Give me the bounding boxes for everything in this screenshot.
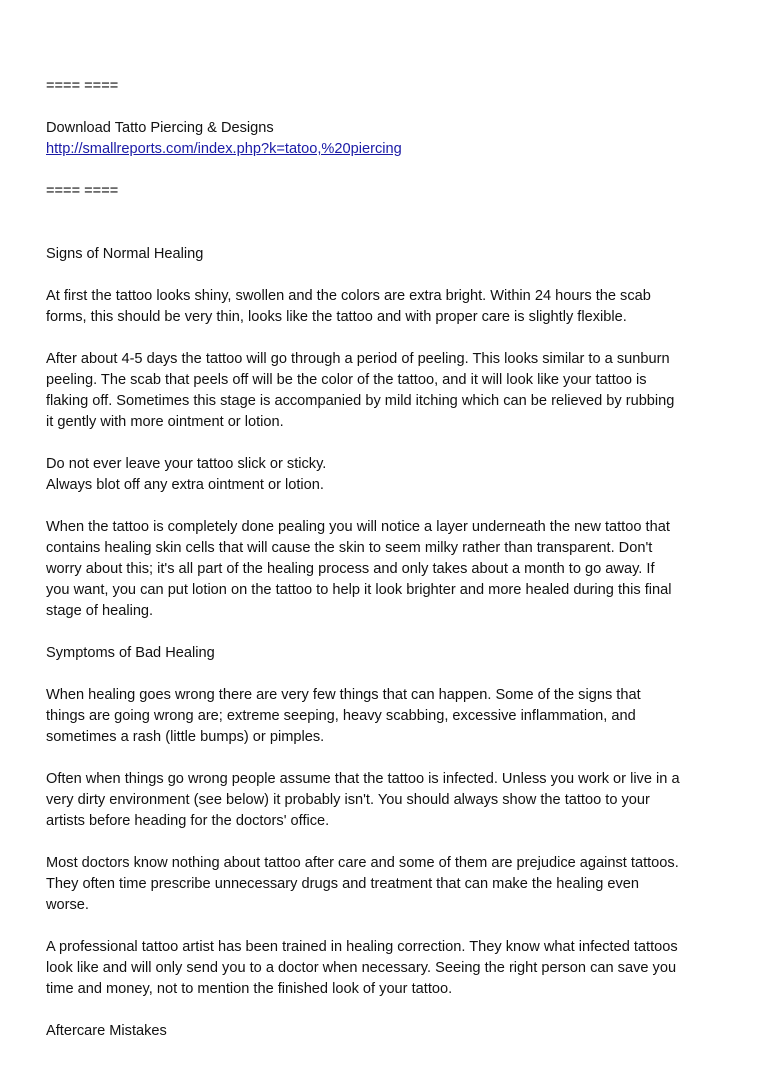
separator-top-block	[46, 76, 736, 97]
paragraph-line: sometimes a rash (little bumps) or pimples.	[46, 729, 325, 745]
paragraph-6	[46, 769, 736, 832]
paragraph-line: stage of healing.	[46, 603, 154, 619]
paragraph-3	[46, 454, 736, 496]
heading-normal-healing-block	[46, 244, 736, 265]
paragraph-line: Most doctors know nothing about tattoo after care and some of them are prejudice against tattoos.	[46, 855, 679, 871]
paragraph-8	[46, 937, 736, 1000]
paragraph-5	[46, 685, 736, 748]
paragraph-line: it gently with more ointment or lotion.	[46, 414, 284, 430]
download-link[interactable]: http://smallreports.com/index.php?k=tatoo,%20piercing	[46, 141, 402, 157]
separator-bottom: ==== ====	[46, 183, 119, 199]
paragraph-line: worse.	[46, 897, 89, 913]
paragraph-line: forms, this should be very thin, looks like the tattoo and with proper care is slightly flexible.	[46, 309, 627, 325]
paragraph-line: A professional tattoo artist has been trained in healing correction. They know what infected tattoos	[46, 939, 678, 955]
paragraph-4	[46, 517, 736, 622]
separator-bottom-block	[46, 181, 736, 202]
paragraph-line: Often when things go wrong people assume that the tattoo is infected. Unless you work or live in a	[46, 771, 680, 787]
paragraph-line: After about 4-5 days the tattoo will go through a period of peeling. This looks similar to a sunburn	[46, 351, 670, 367]
download-block	[46, 118, 736, 160]
paragraph-line: time and money, not to mention the finished look of your tattoo.	[46, 981, 453, 997]
spacer	[46, 223, 736, 244]
paragraph-line: When healing goes wrong there are very few things that can happen. Some of the signs that	[46, 687, 641, 703]
heading-aftercare-block	[46, 1021, 736, 1042]
paragraph-7	[46, 853, 736, 916]
heading-normal-healing: Signs of Normal Healing	[46, 246, 204, 262]
paragraph-2	[46, 349, 736, 433]
paragraph-line: you want, you can put lotion on the tattoo to help it look brighter and more healed during this final	[46, 582, 672, 598]
paragraph-line: At first the tattoo looks shiny, swollen and the colors are extra bright. Within 24 hours the scab	[46, 288, 651, 304]
paragraph-line: artists before heading for the doctors' office.	[46, 813, 330, 829]
paragraph-line: worry about this; it's all part of the healing process and only takes about a month to go away. If	[46, 561, 655, 577]
download-title: Download Tatto Piercing & Designs	[46, 120, 274, 136]
separator-top: ==== ====	[46, 78, 119, 94]
paragraph-line: Do not ever leave your tattoo slick or sticky.	[46, 456, 327, 472]
heading-bad-healing-block	[46, 643, 736, 664]
paragraph-line: very dirty environment (see below) it probably isn't. You should always show the tattoo to your	[46, 792, 650, 808]
document-page	[46, 76, 736, 1063]
paragraph-line: look like and will only send you to a doctor when necessary. Seeing the right person can save you	[46, 960, 677, 976]
heading-bad-healing: Symptoms of Bad Healing	[46, 645, 215, 661]
paragraph-line: Always blot off any extra ointment or lotion.	[46, 477, 324, 493]
paragraph-1	[46, 286, 736, 328]
paragraph-line: When the tattoo is completely done pealing you will notice a layer underneath the new tattoo that	[46, 519, 670, 535]
heading-aftercare: Aftercare Mistakes	[46, 1023, 167, 1039]
paragraph-line: contains healing skin cells that will cause the skin to seem milky rather than transparent. Don't	[46, 540, 653, 556]
paragraph-line: things are going wrong are; extreme seeping, heavy scabbing, excessive inflammation, and	[46, 708, 636, 724]
paragraph-line: flaking off. Sometimes this stage is accompanied by mild itching which can be relieved by rubbing	[46, 393, 675, 409]
paragraph-line: peeling. The scab that peels off will be the color of the tattoo, and it will look like your tattoo is	[46, 372, 647, 388]
paragraph-line: They often time prescribe unnecessary drugs and treatment that can make the healing even	[46, 876, 640, 892]
